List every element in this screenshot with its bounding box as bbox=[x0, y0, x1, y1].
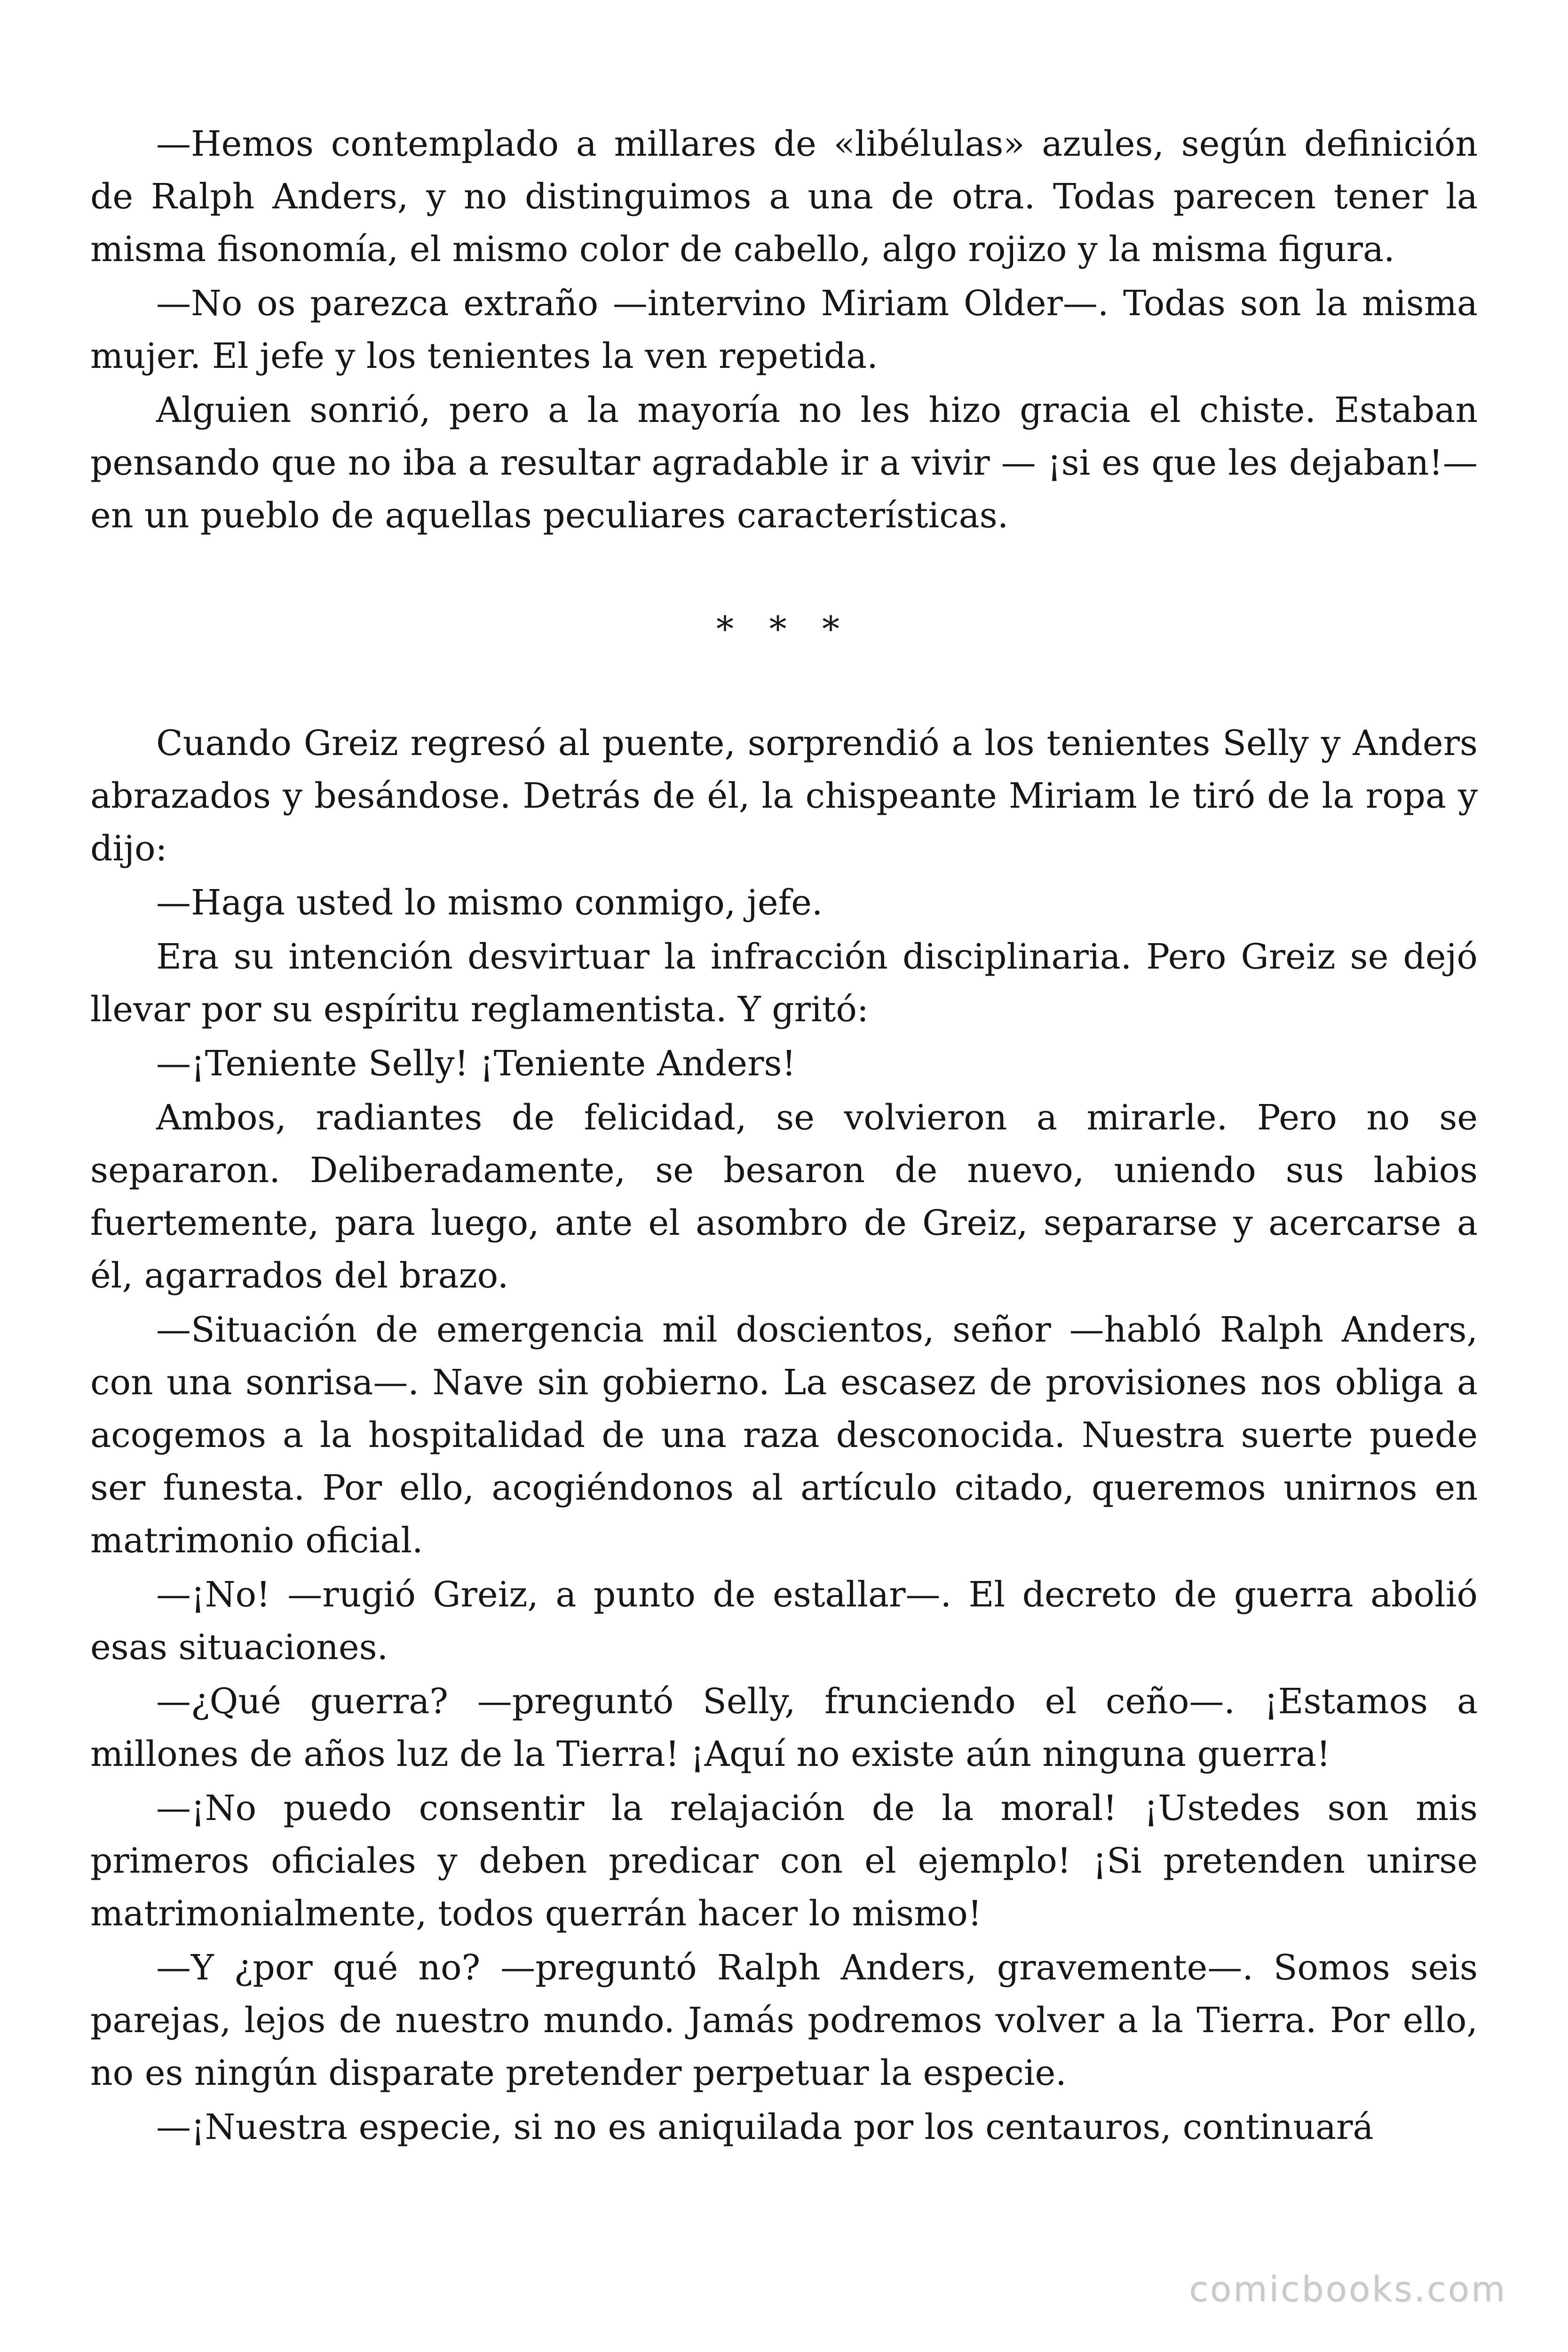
paragraph: —¡Nuestra especie, si no es aniquilada por los centauros, continuará bbox=[156, 2107, 1374, 2147]
paragraph: —Situación de emergencia mil doscientos, señor —habló Ralph Anders, con una sonrisa—. Nave sin gobierno. La escasez de provisiones nos obliga a acogemos a la hospitalidad de una raza desconocida. Nuestra suerte puede ser funesta. Por ello, acogiéndonos al artículo citado, queremos unirnos en matrimonio oficial. bbox=[90, 1310, 1478, 1561]
paragraph: —Haga usted lo mismo conmigo, jefe. bbox=[156, 882, 823, 923]
paragraph: —¿Qué guerra? —preguntó Selly, frunciendo el ceño—. ¡Estamos a millones de años luz de la Tierra! ¡Aquí no existe aún ninguna guerra! bbox=[90, 1681, 1478, 1774]
paragraph: Era su intención desvirtuar la infracción disciplinaria. Pero Greiz se dejó llevar por su espíritu reglamentista. Y gritó: bbox=[90, 937, 1478, 1030]
page-body bbox=[90, 118, 1478, 2155]
paragraph: Ambos, radiantes de felicidad, se volvieron a mirarle. Pero no se separaron. Deliberadamente, se besaron de nuevo, uniendo sus labios fuertemente, para luego, ante el asombro de Greiz, separarse y acercarse a él, agarrados del brazo. bbox=[90, 1097, 1478, 1296]
section-separator: * * * bbox=[716, 609, 852, 650]
paragraph: Alguien sonrió, pero a la mayoría no les hizo gracia el chiste. Estaban pensando que no iba a resultar agradable ir a vivir — ¡si es que les dejaban!— en un pueblo de aquellas peculiares características. bbox=[90, 390, 1478, 536]
paragraph: —No os parezca extraño —intervino Miriam Older—. Todas son la misma mujer. El jefe y los tenientes la ven repetida. bbox=[90, 283, 1478, 376]
paragraph: —¡No puedo consentir la relajación de la moral! ¡Ustedes son mis primeros oficiales y deben predicar con el ejemplo! ¡Si pretenden unirse matrimonialmente, todos querrán hacer lo mismo! bbox=[90, 1788, 1478, 1934]
paragraph: Cuando Greiz regresó al puente, sorprendió a los tenientes Selly y Anders abrazados y besándose. Detrás de él, la chispeante Miriam le tiró de la ropa y dijo: bbox=[90, 723, 1478, 869]
paragraph: —¡No! —rugió Greiz, a punto de estallar—. El decreto de guerra abolió esas situaciones. bbox=[90, 1574, 1478, 1668]
paragraph: —¡Teniente Selly! ¡Teniente Anders! bbox=[156, 1043, 796, 1084]
paragraph: —Hemos contemplado a millares de «libélulas» azules, según definición de Ralph Anders, y no distinguimos a una de otra. Todas parecen tener la misma fisonomía, el mismo color de cabello, algo rojizo y la misma figura. bbox=[90, 124, 1478, 270]
watermark: comicbooks.com bbox=[1189, 2269, 1507, 2310]
paragraph: —Y ¿por qué no? —preguntó Ralph Anders, gravemente—. Somos seis parejas, lejos de nuestro mundo. Jamás podremos volver a la Tierra. Por ello, no es ningún disparate pretender perpetuar la especie. bbox=[90, 1947, 1478, 2093]
